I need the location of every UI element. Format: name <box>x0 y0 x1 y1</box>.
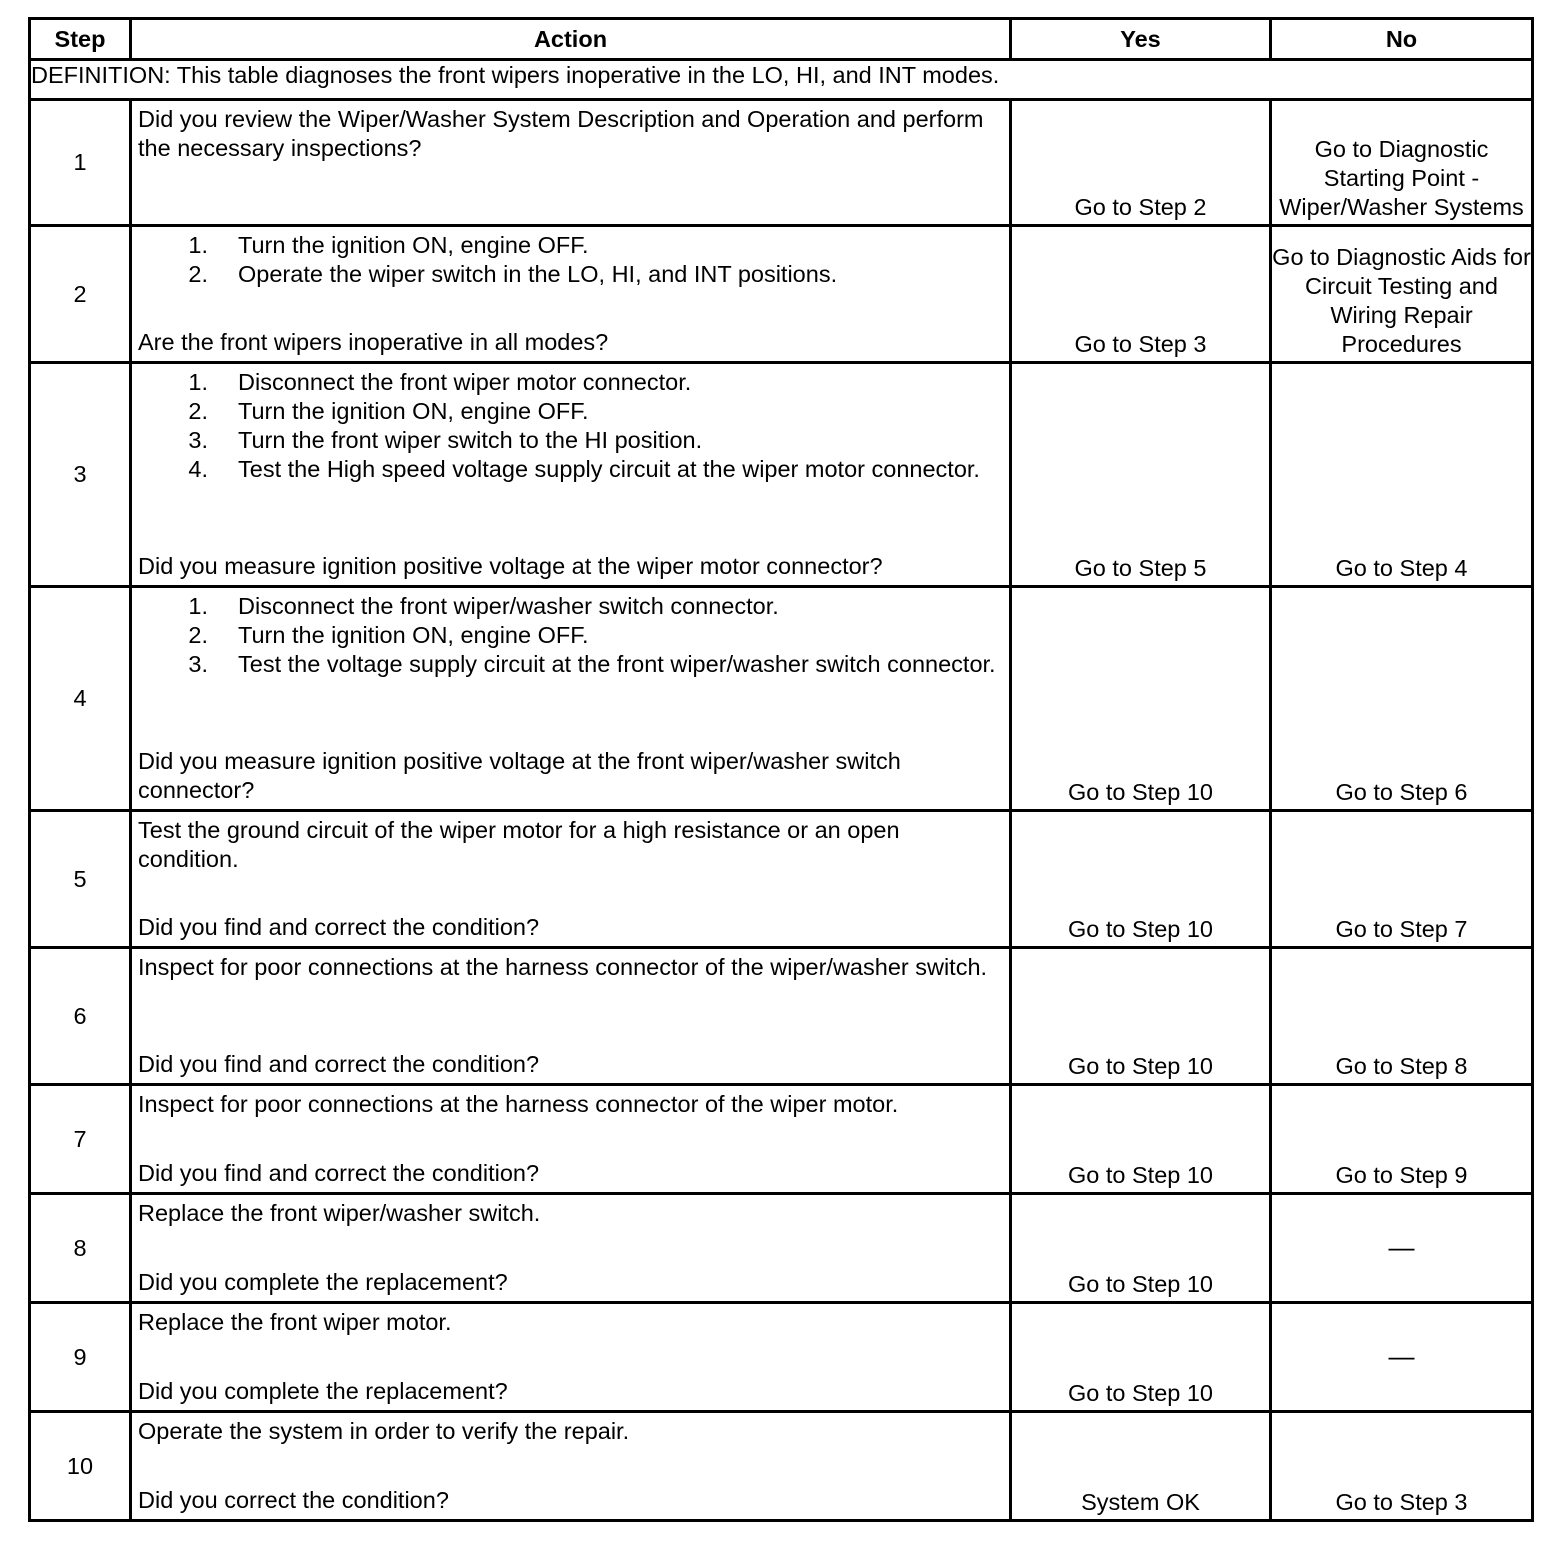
step-number: 5 <box>30 811 131 948</box>
action-question: Did you measure ignition positive voltage at the front wiper/washer switch connector? <box>138 748 901 803</box>
no-result: — <box>1271 1194 1533 1303</box>
action-step-list <box>138 592 1003 679</box>
list-item-number: 1. <box>188 369 208 395</box>
action-question: Did you measure ignition positive voltage at the wiper motor connector? <box>138 553 883 579</box>
table-row <box>30 811 1533 948</box>
action-instruction: Inspect for poor connections at the harness connector of the wiper motor. <box>138 1091 899 1117</box>
step-number: 6 <box>30 948 131 1085</box>
definition-text: DEFINITION: This table diagnoses the front wipers inoperative in the LO, HI, and INT modes. <box>30 60 1533 100</box>
action-cell <box>131 811 1011 948</box>
list-item-number: 2. <box>188 622 208 648</box>
list-item <box>188 426 1003 455</box>
step-number: 3 <box>30 363 131 587</box>
no-result: — <box>1271 1303 1533 1412</box>
step-number: 9 <box>30 1303 131 1412</box>
action-cell <box>131 226 1011 363</box>
table-row <box>30 1194 1533 1303</box>
step-number: 7 <box>30 1085 131 1194</box>
list-item-text: Turn the ignition ON, engine OFF. <box>238 232 589 258</box>
action-step-list <box>138 368 1003 484</box>
header-step: Step <box>30 19 131 60</box>
action-instruction: Replace the front wiper motor. <box>138 1309 452 1335</box>
action-question: Did you correct the condition? <box>138 1487 449 1513</box>
list-item <box>188 592 1003 621</box>
no-result: Go to Diagnostic Aids for Circuit Testing and Wiring Repair Procedures <box>1271 226 1533 363</box>
step-number: 4 <box>30 587 131 811</box>
list-item-text: Disconnect the front wiper motor connector. <box>238 369 692 395</box>
list-item <box>188 397 1003 426</box>
step-number: 2 <box>30 226 131 363</box>
action-question: Did you complete the replacement? <box>138 1378 508 1404</box>
header-row <box>30 19 1533 60</box>
step-number: 1 <box>30 100 131 226</box>
table-row <box>30 1085 1533 1194</box>
action-cell <box>131 948 1011 1085</box>
list-item <box>188 621 1003 650</box>
list-item <box>188 650 1003 679</box>
yes-result: Go to Step 10 <box>1011 811 1271 948</box>
table-row <box>30 363 1533 587</box>
no-result: Go to Step 3 <box>1271 1412 1533 1521</box>
yes-result: Go to Step 2 <box>1011 100 1271 226</box>
yes-result: Go to Step 10 <box>1011 1085 1271 1194</box>
no-result: Go to Step 8 <box>1271 948 1533 1085</box>
action-instruction: Inspect for poor connections at the harness connector of the wiper/washer switch. <box>138 954 988 980</box>
step-number: 10 <box>30 1412 131 1521</box>
header-action: Action <box>131 19 1011 60</box>
table-row <box>30 1303 1533 1412</box>
list-item-number: 3. <box>188 427 208 453</box>
list-item <box>188 260 1003 289</box>
action-instruction: Test the ground circuit of the wiper motor for a high resistance or an open condition. <box>138 817 900 872</box>
list-item-number: 2. <box>188 398 208 424</box>
action-instruction: Operate the system in order to verify the repair. <box>138 1418 630 1444</box>
action-question: Did you find and correct the condition? <box>138 1051 540 1077</box>
list-item-text: Turn the ignition ON, engine OFF. <box>238 398 589 424</box>
action-cell <box>131 1194 1011 1303</box>
list-item-text: Turn the front wiper switch to the HI position. <box>238 427 703 453</box>
list-item-number: 1. <box>188 232 208 258</box>
list-item-text: Turn the ignition ON, engine OFF. <box>238 622 589 648</box>
list-item-text: Test the voltage supply circuit at the front wiper/washer switch connector. <box>238 651 996 677</box>
no-result: Go to Step 4 <box>1271 363 1533 587</box>
action-step-list <box>138 231 1003 289</box>
list-item <box>188 368 1003 397</box>
table-row <box>30 1412 1533 1521</box>
action-cell <box>131 1303 1011 1412</box>
table-row <box>30 948 1533 1085</box>
no-result: Go to Step 9 <box>1271 1085 1533 1194</box>
action-question: Are the front wipers inoperative in all modes? <box>138 329 609 355</box>
yes-result: Go to Step 5 <box>1011 363 1271 587</box>
header-no: No <box>1271 19 1533 60</box>
table-row <box>30 100 1533 226</box>
no-result: Go to Step 6 <box>1271 587 1533 811</box>
action-cell <box>131 587 1011 811</box>
action-instruction: Replace the front wiper/washer switch. <box>138 1200 541 1226</box>
yes-result: Go to Step 10 <box>1011 587 1271 811</box>
yes-result: Go to Step 3 <box>1011 226 1271 363</box>
list-item-text: Test the High speed voltage supply circuit at the wiper motor connector. <box>238 456 980 482</box>
list-item-number: 2. <box>188 261 208 287</box>
diagnostic-table <box>28 17 1534 1522</box>
step-number: 8 <box>30 1194 131 1303</box>
yes-result: Go to Step 10 <box>1011 1303 1271 1412</box>
action-instruction: Did you review the Wiper/Washer System Description and Operation and perform the necessary inspections? <box>138 106 984 161</box>
table-row <box>30 587 1533 811</box>
list-item-text: Operate the wiper switch in the LO, HI, and INT positions. <box>238 261 838 287</box>
list-item-number: 3. <box>188 651 208 677</box>
yes-result: Go to Step 10 <box>1011 948 1271 1085</box>
yes-result: System OK <box>1011 1412 1271 1521</box>
list-item-text: Disconnect the front wiper/washer switch connector. <box>238 593 779 619</box>
list-item-number: 1. <box>188 593 208 619</box>
no-result: Go to Step 7 <box>1271 811 1533 948</box>
yes-result: Go to Step 10 <box>1011 1194 1271 1303</box>
list-item <box>188 231 1003 260</box>
action-cell <box>131 363 1011 587</box>
action-question: Did you find and correct the condition? <box>138 1160 540 1186</box>
list-item <box>188 455 1003 484</box>
action-cell <box>131 1085 1011 1194</box>
action-cell <box>131 100 1011 226</box>
header-yes: Yes <box>1011 19 1271 60</box>
action-cell <box>131 1412 1011 1521</box>
action-question: Did you complete the replacement? <box>138 1269 508 1295</box>
action-question: Did you find and correct the condition? <box>138 914 540 940</box>
list-item-number: 4. <box>188 456 208 482</box>
table-row <box>30 226 1533 363</box>
no-result: Go to Diagnostic Starting Point - Wiper/Washer Systems <box>1271 100 1533 226</box>
definition-row <box>30 60 1533 100</box>
